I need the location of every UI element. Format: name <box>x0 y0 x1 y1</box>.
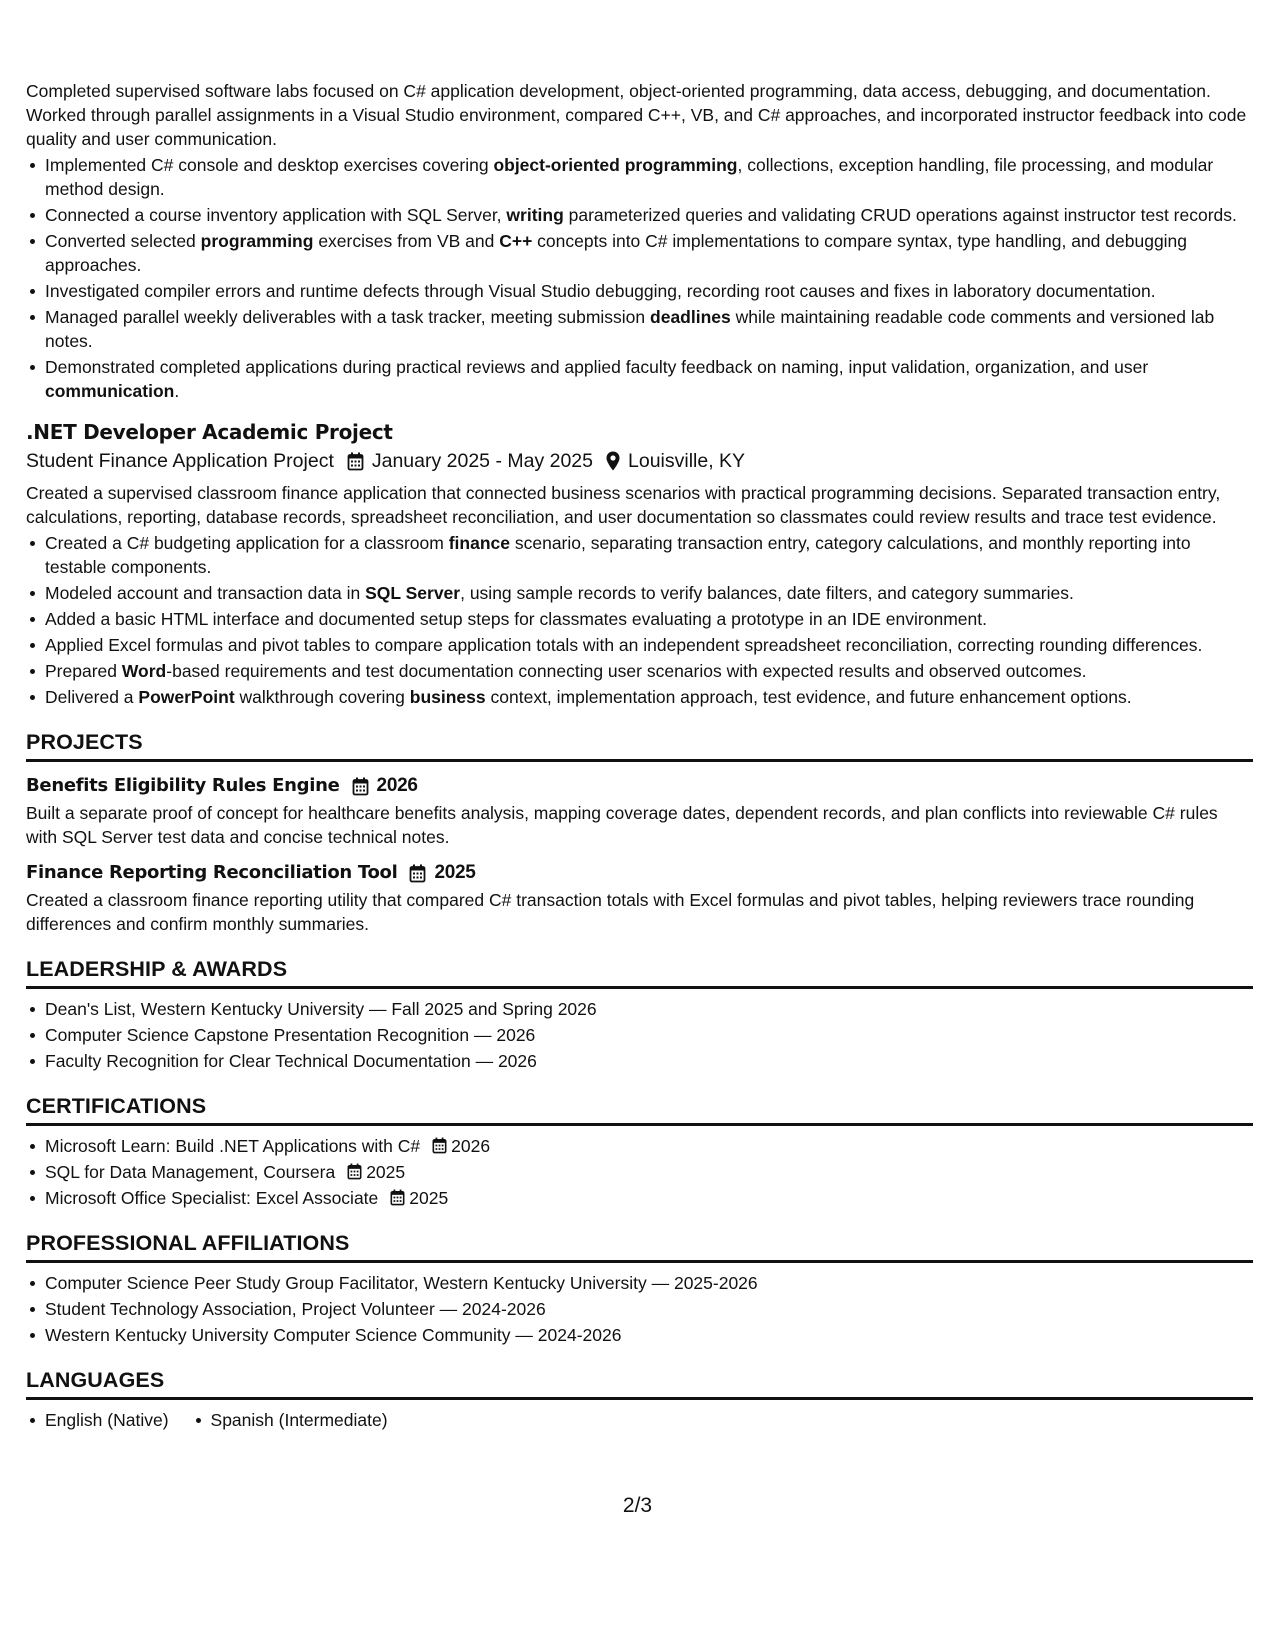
bullet-item <box>45 305 1253 353</box>
bullet-text: parameterized queries and validating CRUD operations against instructor test records. <box>563 205 1237 225</box>
entry-summary: Created a supervised classroom finance application that connected business scenarios with practical programming decisions. Separated transaction entry, calculations, reporting, database records, spreadsheet reconciliation, and user documentation so classmates could review results and trace test evidence. <box>26 483 1221 527</box>
certification-year: 2025 <box>409 1188 449 1208</box>
section-heading-affiliations: PROFESSIONAL AFFILIATIONS <box>26 1230 1253 1263</box>
section-heading-certifications: CERTIFICATIONS <box>26 1093 1253 1126</box>
list-item: Computer Science Capstone Presentation Recognition — 2026 <box>45 1023 1253 1047</box>
calendar-icon <box>352 777 369 796</box>
project-title-row <box>26 773 1253 799</box>
affiliations-section <box>26 1230 1253 1347</box>
bullet-text: Implemented C# console and desktop exercises covering <box>45 155 494 175</box>
list-item: Spanish (Intermediate) <box>210 1410 388 1430</box>
project-title: Benefits Eligibility Rules Engine <box>26 775 340 796</box>
list-item: Western Kentucky University Computer Science Community — 2024-2026 <box>45 1323 1253 1347</box>
affiliations-list <box>26 1271 1253 1347</box>
project-item <box>26 860 1253 936</box>
page-number: 2/3 <box>622 1494 653 1517</box>
calendar-icon <box>390 1188 405 1212</box>
bullet-text: Applied Excel formulas and pivot tables to compare application totals with an independent spreadsheet reconciliation, correcting rounding differences. <box>45 635 1203 655</box>
bullet-item <box>45 607 1253 631</box>
bullet-text: Prepared <box>45 661 122 681</box>
resume-page <box>26 79 1253 1434</box>
lab-experience <box>26 79 1253 403</box>
bullet-text: Modeled account and transaction data in <box>45 583 366 603</box>
bullet-text: exercises from VB and <box>313 231 500 251</box>
bullet-text: Demonstrated completed applications during practical reviews and applied faculty feedback on naming, input validation, organization, and user <box>45 357 1149 377</box>
bullet-text: , using sample records to verify balances, date filters, and category summaries. <box>460 583 1074 603</box>
bullet-text: scenario, separating transaction entry, category calculations, and monthly reporting into testable components. <box>45 533 1191 577</box>
section-heading-languages: LANGUAGES <box>26 1367 1253 1400</box>
project-year: 2026 <box>376 775 418 796</box>
certification-name: Microsoft Learn: Build .NET Applications with C# <box>45 1136 421 1156</box>
bullet-keyword: PowerPoint <box>138 687 235 707</box>
entry-dates: January 2025 - May 2025 <box>371 450 593 472</box>
list-item: English (Native) <box>45 1410 169 1430</box>
bullet-text: , collections, exception handling, file processing, and modular method design. <box>45 155 1214 199</box>
certification-name: Microsoft Office Specialist: Excel Associate <box>45 1188 379 1208</box>
list-item <box>45 1186 1253 1210</box>
bullet-keyword: programming <box>200 231 314 251</box>
lab-summary: Completed supervised software labs focused on C# application development, object-oriented programming, data access, debugging, and documentation. Worked through parallel assignments in a Visual Studio environment, compared C++, VB, and C# approaches, and incorporated instructor feedback into code quality and user communication. <box>26 81 1247 149</box>
bullet-text: Created a C# budgeting application for a classroom <box>45 533 449 553</box>
bullet-text: context, implementation approach, test evidence, and future enhancement options. <box>485 687 1132 707</box>
project-item <box>26 773 1253 849</box>
list-item: Student Technology Association, Project Volunteer — 2024-2026 <box>45 1297 1253 1321</box>
project-title-row <box>26 860 1253 886</box>
bullet-text: Converted selected <box>45 231 201 251</box>
projects-section <box>26 729 1253 936</box>
bullet-item <box>45 355 1253 403</box>
list-item: Faculty Recognition for Clear Technical Documentation — 2026 <box>45 1049 1253 1073</box>
map-pin-icon <box>606 451 620 471</box>
project-description: Created a classroom finance reporting utility that compared C# transaction totals with Excel formulas and pivot tables, helping reviewers trace rounding differences and confirm monthly summaries. <box>26 890 1195 934</box>
bullet-keyword: business <box>409 687 486 707</box>
bullet-text: . <box>174 381 180 401</box>
list-item <box>45 1134 1253 1158</box>
project-year: 2025 <box>434 862 476 883</box>
bullet-keyword: C++ <box>499 231 533 251</box>
calendar-icon <box>347 1162 362 1186</box>
bullet-text: -based requirements and test documentation connecting user scenarios with expected results and observed outcomes. <box>166 661 1087 681</box>
bullet-text: while maintaining readable code comments and versioned lab notes. <box>45 307 1215 351</box>
list-item <box>45 1160 1253 1184</box>
lab-bullets <box>26 153 1253 403</box>
bullet-text: Connected a course inventory application with SQL Server, <box>45 205 507 225</box>
entry-location: Louisville, KY <box>628 450 746 472</box>
bullet-item <box>45 685 1253 709</box>
languages-list <box>26 1408 1253 1434</box>
calendar-icon <box>432 1136 447 1160</box>
bullet-keyword: communication <box>45 381 175 401</box>
bullet-keyword: object-oriented programming <box>493 155 738 175</box>
bullet-text: Delivered a <box>45 687 139 707</box>
bullet-text: concepts into C# implementations to compare syntax, type handling, and debugging approaches. <box>45 231 1188 275</box>
project-description: Built a separate proof of concept for healthcare benefits analysis, mapping coverage dates, dependent records, and plan conflicts into reviewable C# rules with SQL Server test data and concise technical notes. <box>26 803 1218 847</box>
project-title: Finance Reporting Reconciliation Tool <box>26 862 398 883</box>
leadership-section <box>26 956 1253 1073</box>
certification-name: SQL for Data Management, Coursera <box>45 1162 336 1182</box>
entry-organization: Student Finance Application Project <box>26 450 334 472</box>
certifications-list <box>26 1134 1253 1210</box>
bullet-item <box>45 203 1253 227</box>
calendar-icon <box>409 864 426 883</box>
bullet-item <box>45 153 1253 201</box>
bullet-text: walkthrough covering <box>234 687 410 707</box>
certification-year: 2025 <box>366 1162 406 1182</box>
certification-year: 2026 <box>451 1136 491 1156</box>
entry-meta <box>26 447 1253 475</box>
bullet-keyword: finance <box>448 533 510 553</box>
academic-project <box>26 418 1253 709</box>
bullet-text: Managed parallel weekly deliverables with a task tracker, meeting submission <box>45 307 651 327</box>
bullet-item <box>45 659 1253 683</box>
list-item: Computer Science Peer Study Group Facilitator, Western Kentucky University — 2025-2026 <box>45 1271 1253 1295</box>
section-heading-leadership: LEADERSHIP & AWARDS <box>26 956 1253 989</box>
certifications-section <box>26 1093 1253 1210</box>
bullet-item <box>45 633 1253 657</box>
bullet-item <box>45 531 1253 579</box>
list-item: Dean's List, Western Kentucky University — Fall 2025 and Spring 2026 <box>45 997 1253 1021</box>
languages-section <box>26 1367 1253 1434</box>
bullet-text: Added a basic HTML interface and documented setup steps for classmates evaluating a prototype in an IDE environment. <box>45 609 987 629</box>
calendar-icon <box>347 452 364 471</box>
bullet-keyword: writing <box>506 205 564 225</box>
entry-bullets <box>26 531 1253 709</box>
bullet-keyword: Word <box>121 661 167 681</box>
bullet-item <box>45 279 1253 303</box>
bullet-item <box>45 229 1253 277</box>
bullet-keyword: SQL Server <box>365 583 461 603</box>
bullet-item <box>45 581 1253 605</box>
entry-title: .NET Developer Academic Project <box>26 420 393 444</box>
section-heading-projects: PROJECTS <box>26 729 1253 762</box>
leadership-list <box>26 997 1253 1073</box>
bullet-keyword: deadlines <box>650 307 731 327</box>
bullet-text: Investigated compiler errors and runtime defects through Visual Studio debugging, recording root causes and fixes in laboratory documentation. <box>45 281 1156 301</box>
